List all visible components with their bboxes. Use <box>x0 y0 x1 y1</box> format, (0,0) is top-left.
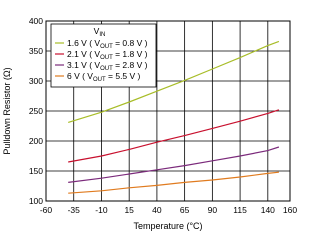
y-tick-label: 400 <box>28 16 43 26</box>
x-tick-labels <box>40 205 298 215</box>
legend-entry: 1.6 V ( $V_{OUT} = 0.8$ V ) <box>67 38 148 50</box>
x-tick-label: 90 <box>207 205 218 215</box>
legend-title: $V_{IN}$ <box>93 26 106 38</box>
y-axis-label: Pulldown Resistor (Ω) <box>2 67 12 155</box>
y-tick-label: 100 <box>28 196 43 206</box>
legend-entry: 2.1 V ( $V_{OUT} = 1.8$ V ) <box>67 49 148 61</box>
y-tick-label: 150 <box>28 166 43 176</box>
y-tick-label: 300 <box>28 76 43 86</box>
legend-entry: 3.1 V ( $V_{OUT} = 2.8$ V ) <box>67 60 148 72</box>
x-tick-label: 15 <box>124 205 134 215</box>
series-line-3 <box>68 147 279 182</box>
series-line-4 <box>68 172 279 193</box>
x-tick-label: 140 <box>260 205 275 215</box>
x-tick-label: 40 <box>152 205 162 215</box>
y-tick-label: 350 <box>28 46 43 56</box>
x-tick-label: 115 <box>233 205 247 215</box>
x-tick-label: -10 <box>95 205 108 215</box>
x-tick-label: -35 <box>67 205 80 215</box>
y-tick-label: 200 <box>28 136 43 146</box>
x-tick-label: 160 <box>282 205 298 215</box>
y-tick-label: 250 <box>28 106 43 116</box>
legend <box>51 24 156 87</box>
legend-entry: 6 V ( $V_{OUT} = 5.5$ V ) <box>67 71 141 83</box>
x-tick-label: -60 <box>39 205 53 215</box>
x-axis-label: Temperature (°C) <box>133 221 203 231</box>
y-tick-labels <box>29 16 43 206</box>
x-tick-label: 65 <box>179 205 190 215</box>
